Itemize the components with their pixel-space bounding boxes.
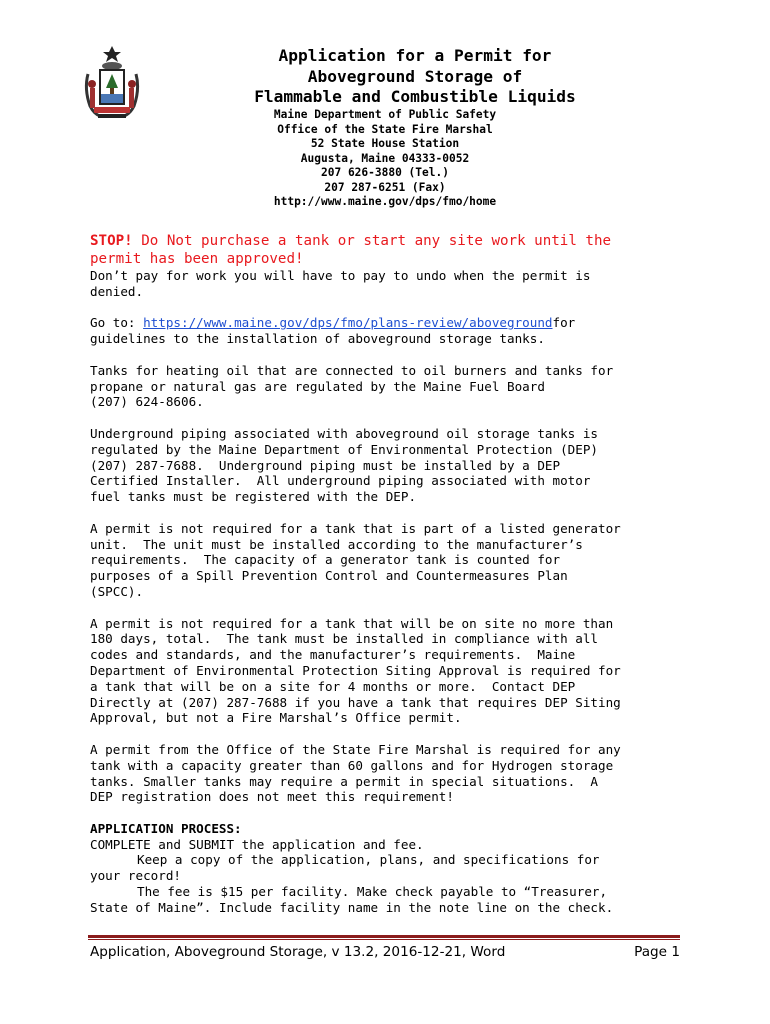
agency-address-block — [215, 108, 555, 210]
document-body — [90, 233, 690, 916]
paragraph-undo-work: Don’t pay for work you will have to pay to undo when the permit is denied. — [90, 268, 591, 299]
process-line-complete: COMPLETE and SUBMIT the application and fee. — [90, 836, 424, 852]
stop-warning — [90, 233, 690, 251]
process-line-keep-copy: Keep a copy of the application, plans, and specifications for — [137, 852, 600, 868]
paragraph-underground-piping: Underground piping associated with aboveground oil storage tanks is regulated by the Maine Department of Environmental Protection (DEP) (207) 287-7688. Underground piping must be installed by a DEP Certified Installer. All underground piping associated with motor fuel tanks must be registered with the DEP. — [90, 425, 598, 505]
title-line: Flammable and Combustible Liquids — [254, 87, 576, 106]
document-title — [215, 46, 615, 108]
application-process-section — [90, 821, 690, 916]
fax: 207 287-6251 (Fax) — [324, 180, 446, 194]
stop-warning-line2: permit has been approved! — [90, 250, 304, 267]
maine-state-seal-logo — [80, 44, 144, 120]
footer-page-number: Page 1 — [634, 944, 680, 960]
paragraph-permit-required: A permit from the Office of the State Fire Marshal is required for any tank with a capacity greater than 60 gallons and for Hydrogen storage tanks. Smaller tanks may require a permit in special situations. A DEP registration does not meet this requirement! — [90, 741, 621, 805]
guidelines-link[interactable]: https://www.maine.gov/dps/fmo/plans-review/aboveground — [143, 315, 553, 331]
footer-divider-thin — [88, 939, 680, 940]
title-line: Aboveground Storage of — [307, 66, 523, 86]
paragraph-generator: A permit is not required for a tank that is part of a listed generator unit. The unit must be installed according to the manufacturer’s requirements. The capacity of a generator tank is counted for purposes of a Spill Prevention Control and Countermeasures Plan (SPCC). — [90, 520, 621, 599]
website-url[interactable]: http://www.maine.gov/dps/fmo/home — [273, 195, 497, 208]
application-process-heading: APPLICATION PROCESS: — [90, 820, 242, 836]
telephone: 207 626-3880 (Tel.) — [321, 166, 449, 179]
city-state-zip: Augusta, Maine 04333-0052 — [300, 151, 470, 165]
stop-text-line1: Do Not purchase a tank or start any site work until the — [132, 233, 612, 249]
stop-label: STOP! — [90, 233, 133, 249]
street-address: 52 State House Station — [310, 137, 460, 150]
process-line-fee: The fee is $15 per facility. Make check payable to “Treasurer, — [137, 884, 608, 900]
footer-divider — [88, 935, 680, 938]
paragraph-fuel-board: Tanks for heating oil that are connected to oil burners and tanks for propane or natural gas are regulated by the Maine Fuel Board (207) 624-8606. — [90, 362, 614, 410]
paragraph-guidelines — [90, 315, 690, 347]
guidelines-suffix: for guidelines to the installation of aboveground storage tanks. — [90, 315, 576, 347]
process-line-record: your record! — [90, 868, 181, 884]
process-line-note: State of Maine”. Include facility name in the note line on the check. — [90, 899, 614, 915]
agency-name: Maine Department of Public Safety — [273, 108, 497, 121]
paragraph-temporary-tank: A permit is not required for a tank that will be on site no more than 180 days, total. The tank must be installed in compliance with all codes and standards, and the manufacturer’s requirements. Maine Department of Environmental Protection Siting Approval is required for a tank that will be on a site for 4 months or more. Contact DEP Directly at (207) 287-7688 if you have a tank that requires DEP Siting Approval, but not a Fire Marshal’s Office permit. — [90, 615, 621, 726]
title-line: Application for a Permit for — [278, 46, 552, 65]
footer-document-version: Application, Aboveground Storage, v 13.2, 2016-12-21, Word — [90, 944, 506, 960]
office-name: Office of the State Fire Marshal — [277, 122, 493, 136]
guidelines-prefix: Go to: — [90, 315, 144, 331]
